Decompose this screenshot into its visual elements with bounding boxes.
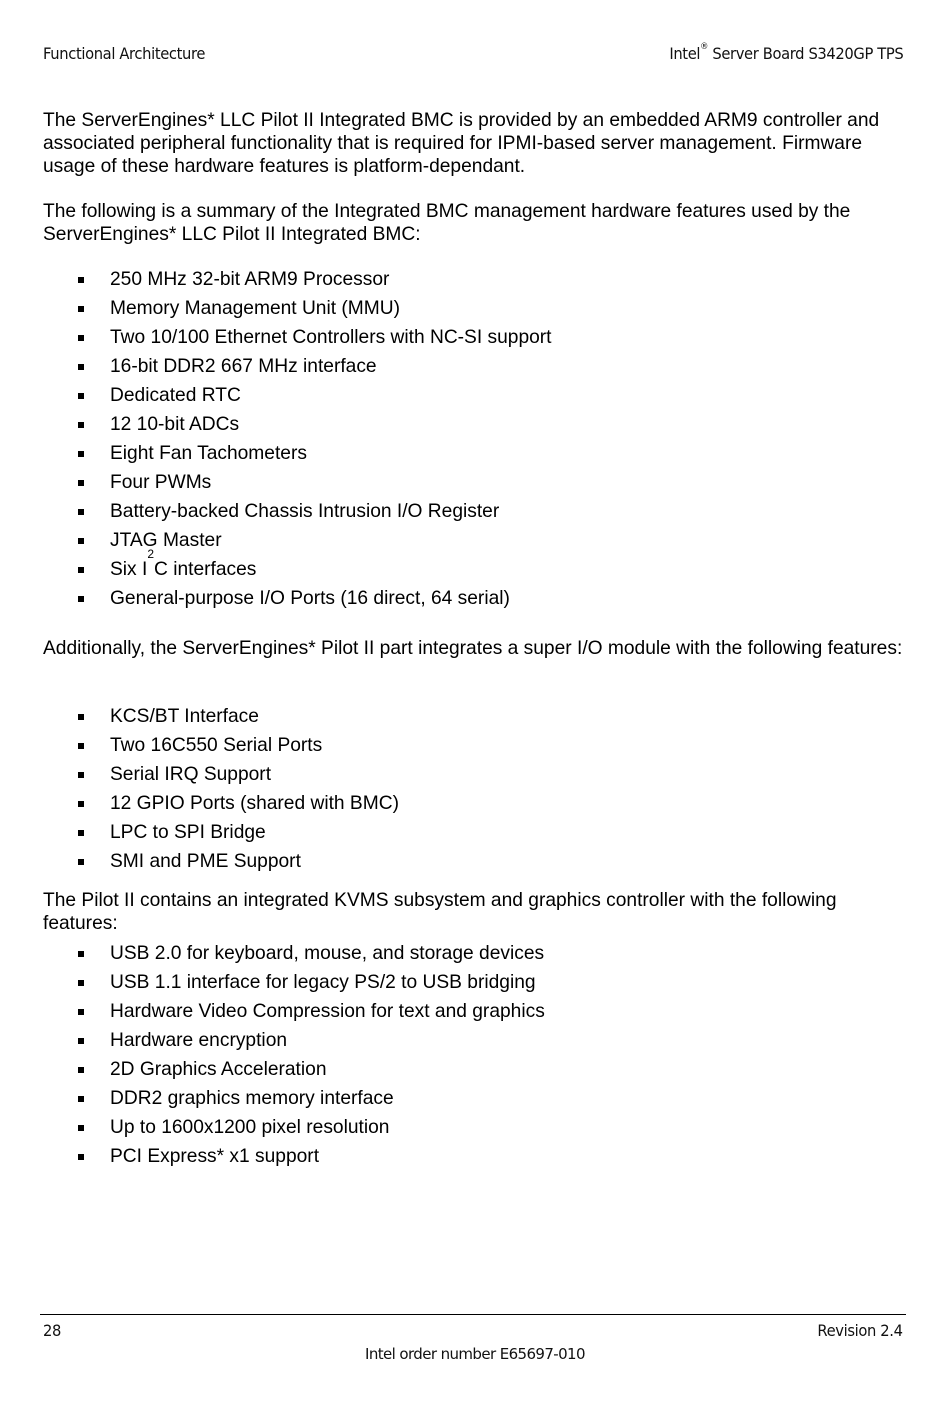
list-item-text: 2D Graphics Acceleration	[110, 1059, 327, 1080]
list-item-text: PCI Express* x1 support	[110, 1146, 320, 1167]
square-bullet-icon	[78, 951, 84, 957]
list-item	[0, 792, 900, 821]
page-number: 28	[43, 1321, 61, 1340]
square-bullet-icon	[78, 980, 84, 986]
running-header-section: Functional Architecture	[43, 44, 206, 63]
i2c-prefix: Six I	[110, 559, 148, 580]
list-item	[0, 1116, 900, 1145]
square-bullet-icon	[78, 567, 84, 573]
square-bullet-icon	[78, 772, 84, 778]
bmc-feature-list	[0, 268, 900, 616]
square-bullet-icon	[78, 1038, 84, 1044]
list-item-text: Two 10/100 Ethernet Controllers with NC-SI support	[110, 327, 552, 348]
list-item-text: 12 GPIO Ports (shared with BMC)	[110, 793, 399, 814]
list-item-text: 16-bit DDR2 667 MHz interface	[110, 356, 377, 377]
list-item	[0, 971, 900, 1000]
running-header-title	[669, 44, 903, 63]
list-item	[0, 1029, 900, 1058]
list-item-text: Dedicated RTC	[110, 385, 241, 406]
list-item-text: Two 16C550 Serial Ports	[110, 735, 323, 756]
list-item	[0, 471, 900, 500]
revision-label: Revision 2.4	[817, 1321, 903, 1340]
list-item	[0, 1145, 900, 1174]
list-item	[0, 850, 900, 879]
i2c-superscript: 2	[147, 547, 155, 561]
list-item-text: KCS/BT Interface	[110, 706, 259, 727]
square-bullet-icon	[78, 859, 84, 865]
list-item-text: Hardware Video Compression for text and graphics	[110, 1001, 545, 1022]
square-bullet-icon	[78, 538, 84, 544]
document-title: Server Board S3420GP TPS	[707, 44, 903, 63]
list-item-text: Four PWMs	[110, 472, 212, 493]
list-item	[0, 529, 900, 558]
square-bullet-icon	[78, 596, 84, 602]
list-item-text: 12 10-bit ADCs	[110, 414, 240, 435]
list-item-text: Up to 1600x1200 pixel resolution	[110, 1117, 390, 1138]
square-bullet-icon	[78, 509, 84, 515]
list-item-text: SMI and PME Support	[110, 851, 301, 872]
list-item	[0, 297, 900, 326]
square-bullet-icon	[78, 830, 84, 836]
i2c-suffix: C interfaces	[154, 559, 257, 580]
list-item	[0, 1087, 900, 1116]
square-bullet-icon	[78, 1009, 84, 1015]
list-item	[0, 587, 900, 616]
list-item-text: Battery-backed Chassis Intrusion I/O Register	[110, 501, 500, 522]
list-item	[0, 1058, 900, 1087]
list-item	[0, 413, 900, 442]
square-bullet-icon	[78, 393, 84, 399]
square-bullet-icon	[78, 1125, 84, 1131]
square-bullet-icon	[78, 480, 84, 486]
list-item-text: Serial IRQ Support	[110, 764, 272, 785]
summary-paragraph: The following is a summary of the Integrated BMC management hardware features used by the ServerEngines* LLC Pilot II Integrated BMC:	[43, 201, 851, 246]
square-bullet-icon	[78, 1067, 84, 1073]
list-item-text: Memory Management Unit (MMU)	[110, 298, 401, 319]
list-item	[0, 326, 900, 355]
list-item	[0, 268, 900, 297]
list-item	[0, 442, 900, 471]
square-bullet-icon	[78, 1154, 84, 1160]
list-item	[0, 1000, 900, 1029]
list-item	[0, 821, 900, 850]
square-bullet-icon	[78, 1096, 84, 1102]
superio-paragraph: Additionally, the ServerEngines* Pilot II part integrates a super I/O module with the following features:	[43, 638, 903, 659]
list-item-text: LPC to SPI Bridge	[110, 822, 266, 843]
list-item	[0, 500, 900, 529]
list-item-text: 250 MHz 32-bit ARM9 Processor	[110, 269, 390, 290]
kvms-paragraph: The Pilot II contains an integrated KVMS subsystem and graphics controller with the following features:	[43, 890, 837, 935]
list-item	[0, 705, 900, 734]
order-number: Intel order number E65697-010	[365, 1345, 585, 1363]
list-item-text: USB 2.0 for keyboard, mouse, and storage devices	[110, 943, 545, 964]
square-bullet-icon	[78, 335, 84, 341]
list-item	[0, 384, 900, 413]
intro-paragraph: The ServerEngines* LLC Pilot II Integrated BMC is provided by an embedded ARM9 controller and associated peripheral functionality that is required for IPMI-based server management. Firmware usage of these hardware features is platform-dependant.	[43, 110, 880, 178]
list-item-text: General-purpose I/O Ports (16 direct, 64 serial)	[110, 588, 510, 609]
list-item	[0, 763, 900, 792]
list-item-text: USB 1.1 interface for legacy PS/2 to USB bridging	[110, 972, 536, 993]
square-bullet-icon	[78, 801, 84, 807]
list-item	[0, 355, 900, 384]
registered-mark: ®	[699, 42, 708, 52]
list-item-text: Hardware encryption	[110, 1030, 288, 1051]
square-bullet-icon	[78, 451, 84, 457]
list-item-text: Eight Fan Tachometers	[110, 443, 307, 464]
square-bullet-icon	[78, 277, 84, 283]
square-bullet-icon	[78, 306, 84, 312]
superio-feature-list	[0, 705, 900, 879]
list-item	[0, 734, 900, 763]
list-item-text: JTAG Master	[110, 530, 222, 551]
list-item	[0, 942, 900, 971]
square-bullet-icon	[78, 743, 84, 749]
square-bullet-icon	[78, 364, 84, 370]
square-bullet-icon	[78, 422, 84, 428]
footer-divider	[40, 1314, 906, 1315]
brand-name: Intel	[668, 44, 700, 63]
list-item-text: DDR2 graphics memory interface	[110, 1088, 394, 1109]
list-item-i2c	[0, 547, 900, 587]
square-bullet-icon	[78, 714, 84, 720]
kvms-feature-list	[0, 942, 900, 1174]
